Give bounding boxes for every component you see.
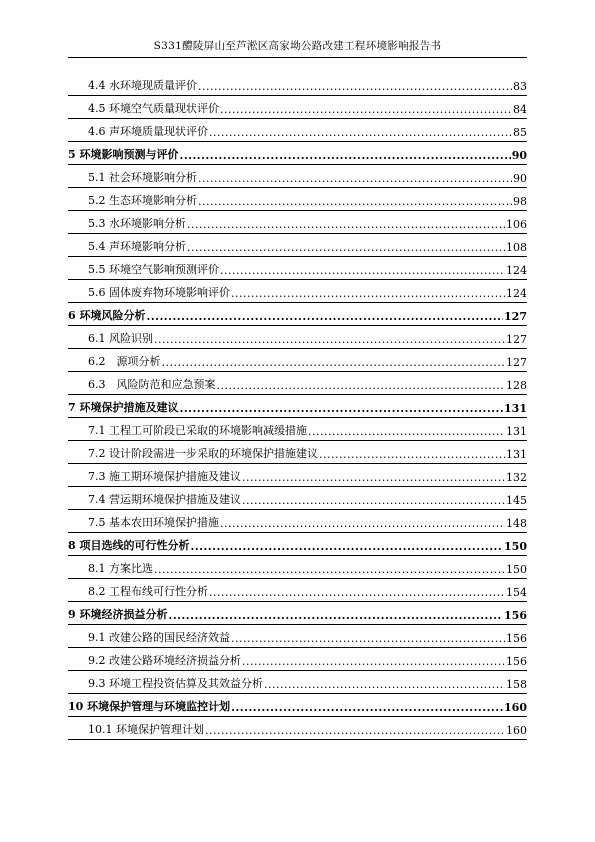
toc-page-number: 156	[506, 632, 527, 645]
toc-dot-leader	[220, 264, 505, 277]
toc-dot-leader	[242, 494, 505, 507]
toc-dot-leader	[231, 287, 505, 300]
toc-entry-title: 7.2 设计阶段需进一步采取的环境保护措施建议	[88, 447, 318, 460]
toc-dot-leader	[217, 379, 506, 392]
toc-subsection-entry[interactable]	[68, 280, 527, 303]
toc-page-number: 160	[504, 701, 527, 714]
toc-entry-title: 8.2 工程布线可行性分析	[88, 585, 208, 598]
toc-entry-title: 7.4 营运期环境保护措施及建议	[88, 493, 241, 506]
toc-page-number: 132	[506, 471, 527, 484]
toc-dot-leader	[146, 310, 503, 323]
toc-dot-leader	[168, 609, 503, 622]
toc-subsection-entry[interactable]	[68, 349, 527, 372]
toc-section-entry[interactable]	[68, 142, 527, 165]
running-header	[68, 38, 527, 58]
toc-entry-title: 5 环境影响预测与评价	[68, 148, 179, 161]
toc-subsection-entry[interactable]	[68, 165, 527, 188]
toc-dot-leader	[162, 356, 506, 369]
toc-entry-title: 5.2 生态环境影响分析	[88, 194, 197, 207]
toc-dot-leader	[319, 448, 505, 461]
toc-entry-title: 8.1 方案比选	[88, 562, 153, 575]
toc-subsection-entry[interactable]	[68, 119, 527, 142]
toc-dot-leader	[308, 425, 505, 438]
toc-entry-title: 6.3 风险防范和应急预案	[88, 378, 216, 391]
toc-page-number: 150	[506, 563, 527, 576]
toc-entry-title: 5.1 社会环境影响分析	[88, 171, 197, 184]
toc-dot-leader	[209, 126, 512, 139]
toc-page-number: 148	[506, 517, 527, 530]
toc-page-number: 83	[513, 80, 527, 93]
toc-page-number: 127	[504, 310, 527, 323]
toc-dot-leader	[179, 149, 510, 162]
toc-subsection-entry[interactable]	[68, 648, 527, 671]
toc-subsection-entry[interactable]	[68, 188, 527, 211]
toc-dot-leader	[198, 172, 512, 185]
toc-entry-title: 7 环境保护措施及建议	[68, 401, 179, 414]
toc-subsection-entry[interactable]	[68, 464, 527, 487]
toc-page-number: 127	[506, 356, 527, 369]
toc-page-number: 131	[504, 402, 527, 415]
toc-dot-leader	[154, 563, 505, 576]
toc-subsection-entry[interactable]	[68, 211, 527, 234]
toc-section-entry[interactable]	[68, 602, 527, 625]
toc-page-number: 124	[506, 264, 527, 277]
toc-entry-title: 6 环境风险分析	[68, 309, 146, 322]
toc-entry-title: 5.4 声环境影响分析	[88, 240, 186, 253]
toc-entry-title: 5.6 固体废弃物环境影响评价	[88, 286, 230, 299]
toc-dot-leader	[179, 402, 503, 415]
toc-subsection-entry[interactable]	[68, 510, 527, 533]
toc-entry-title: 7.5 基本农田环境保护措施	[88, 516, 219, 529]
toc-dot-leader	[242, 471, 505, 484]
toc-section-entry[interactable]	[68, 533, 527, 556]
toc-entry-title: 8 项目选线的可行性分析	[68, 539, 190, 552]
toc-page-number: 124	[506, 287, 527, 300]
toc-entry-title: 7.1 工程工可阶段已采取的环境影响减缓措施	[88, 424, 307, 437]
toc-dot-leader	[209, 586, 505, 599]
toc-subsection-entry[interactable]	[68, 579, 527, 602]
toc-dot-leader	[205, 724, 505, 737]
toc-entry-title: 9.1 改建公路的国民经济效益	[88, 631, 230, 644]
toc-page-number: 127	[506, 333, 527, 346]
toc-page-number: 131	[506, 425, 527, 438]
toc-subsection-entry[interactable]	[68, 671, 527, 694]
toc-dot-leader	[198, 80, 512, 93]
toc-subsection-entry[interactable]	[68, 441, 527, 464]
toc-entry-title: 5.3 水环境影响分析	[88, 217, 186, 230]
toc-dot-leader	[154, 333, 505, 346]
toc-entry-title: 9 环境经济损益分析	[68, 608, 168, 621]
toc-subsection-entry[interactable]	[68, 257, 527, 280]
toc-page-number: 85	[513, 126, 527, 139]
toc-dot-leader	[190, 540, 503, 553]
toc-entry-title: 9.3 环境工程投资估算及其效益分析	[88, 677, 263, 690]
toc-page-number: 128	[506, 379, 527, 392]
toc-subsection-entry[interactable]	[68, 556, 527, 579]
toc-page-number: 108	[506, 241, 527, 254]
toc-page-number: 84	[513, 103, 527, 116]
toc-page-number: 90	[511, 149, 527, 162]
toc-entry-title: 10.1 环境保护管理计划	[88, 723, 204, 736]
toc-subsection-entry[interactable]	[68, 234, 527, 257]
toc-entry-title: 10 环境保护管理与环境监控计划	[68, 700, 231, 713]
toc-section-entry[interactable]	[68, 694, 527, 717]
toc-page-number: 150	[504, 540, 527, 553]
toc-entry-title: 4.6 声环境质量现状评价	[88, 125, 208, 138]
toc-dot-leader	[231, 701, 503, 714]
toc-subsection-entry[interactable]	[68, 418, 527, 441]
toc-page-number: 131	[506, 448, 527, 461]
toc-entry-title: 4.5 环境空气质量现状评价	[88, 102, 219, 115]
toc-entry-title: 5.5 环境空气影响预测评价	[88, 263, 219, 276]
toc-page-number: 156	[506, 655, 527, 668]
toc-section-entry[interactable]	[68, 303, 527, 326]
toc-entry-title: 9.2 改建公路环境经济损益分析	[88, 654, 241, 667]
toc-dot-leader	[187, 218, 505, 231]
table-of-contents	[68, 73, 527, 740]
toc-entry-title: 4.4 水环境现质量评价	[88, 79, 197, 92]
toc-page-number: 154	[506, 586, 527, 599]
toc-dot-leader	[231, 632, 505, 645]
toc-dot-leader	[220, 103, 512, 116]
toc-subsection-entry[interactable]	[68, 625, 527, 648]
toc-dot-leader	[198, 195, 512, 208]
toc-dot-leader	[242, 655, 505, 668]
toc-page-number: 145	[506, 494, 527, 507]
toc-entry-title: 6.2 源项分析	[88, 355, 161, 368]
toc-page-number: 160	[506, 724, 527, 737]
toc-page-number: 158	[506, 678, 527, 691]
toc-subsection-entry[interactable]	[68, 717, 527, 740]
toc-subsection-entry[interactable]	[68, 326, 527, 349]
toc-page-number: 90	[513, 172, 527, 185]
toc-subsection-entry[interactable]	[68, 487, 527, 510]
toc-page-number: 98	[513, 195, 527, 208]
toc-entry-title: 7.3 施工期环境保护措施及建议	[88, 470, 241, 483]
toc-dot-leader	[187, 241, 505, 254]
toc-page-number: 106	[506, 218, 527, 231]
toc-dot-leader	[264, 678, 505, 691]
toc-subsection-entry[interactable]	[68, 96, 527, 119]
toc-dot-leader	[220, 517, 505, 530]
toc-page-number: 156	[504, 609, 527, 622]
toc-subsection-entry[interactable]	[68, 73, 527, 96]
running-header-title: S331醴陵屏山至芦淞区高家坳公路改建工程环境影响报告书	[153, 40, 442, 52]
toc-entry-title: 6.1 风险识别	[88, 332, 153, 345]
toc-section-entry[interactable]	[68, 395, 527, 418]
toc-subsection-entry[interactable]	[68, 372, 527, 395]
